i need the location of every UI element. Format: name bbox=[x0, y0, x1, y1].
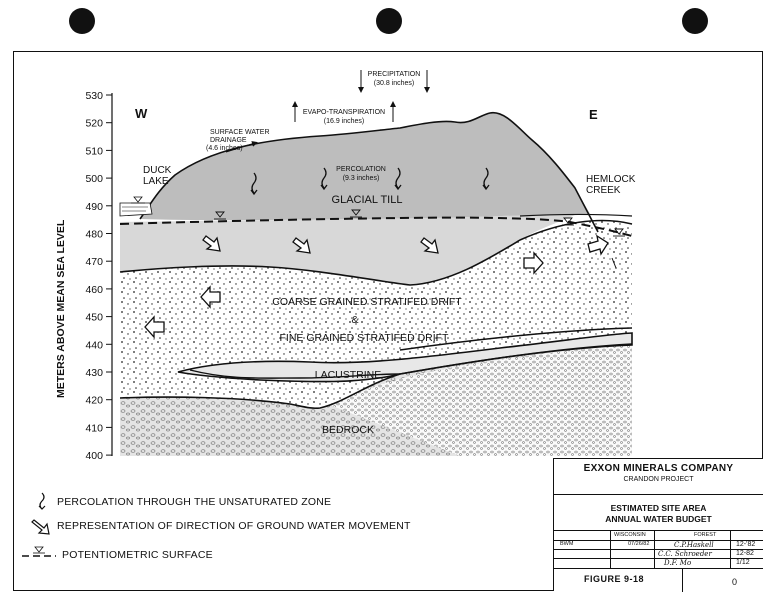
y-tick-label: 400 bbox=[85, 450, 103, 463]
percolation-label: PERCOLATION bbox=[336, 166, 386, 173]
signature-3: D.F. Mo bbox=[664, 559, 692, 567]
company-name: EXXON MINERALS COMPANY bbox=[583, 463, 734, 474]
west-label: W bbox=[135, 106, 148, 121]
y-tick-label: 500 bbox=[85, 173, 103, 186]
percolation-value: (9.3 inches) bbox=[342, 175, 380, 182]
legend-groundwater: REPRESENTATION OF DIRECTION OF GROUND WATER MOVEMENT bbox=[57, 520, 411, 532]
revision-number: 0 bbox=[732, 577, 738, 587]
bedrock-label: BEDROCK bbox=[322, 424, 374, 436]
hemlock-creek-label: HEMLOCK bbox=[586, 174, 636, 185]
duck-lake-label-2: LAKE bbox=[143, 176, 169, 187]
title-block bbox=[553, 458, 763, 591]
y-tick-label: 450 bbox=[85, 311, 103, 324]
figure-number: FIGURE 9-18 bbox=[584, 574, 645, 584]
evapo-value: (16.9 inches) bbox=[323, 118, 365, 125]
precipitation-value: (30.8 inches) bbox=[373, 80, 415, 87]
surface-drainage-label: SURFACE WATER bbox=[210, 129, 270, 136]
y-tick-label: 430 bbox=[85, 367, 103, 379]
y-tick-label: 490 bbox=[85, 200, 103, 213]
legend-potentiometric: POTENTIOMETRIC SURFACE bbox=[62, 549, 213, 561]
coarse-drift-label: COARSE GRAINED STRATIFED DRIFT bbox=[272, 296, 462, 308]
evapo-label: EVAPO-TRANSPIRATION bbox=[302, 109, 386, 116]
y-tick-label: 460 bbox=[85, 283, 103, 296]
y-tick-label: 480 bbox=[85, 228, 103, 241]
date-1: 12-'82 bbox=[736, 541, 756, 548]
state-value: WISCONSIN bbox=[614, 532, 646, 538]
signature-2: C.C. Schroeder bbox=[658, 550, 712, 558]
axis-label: METERS ABOVE MEAN SEA LEVEL bbox=[55, 219, 67, 398]
county-value: FOREST bbox=[694, 532, 717, 538]
y-tick-label: 530 bbox=[85, 90, 103, 102]
drawing-title: ESTIMATED SITE AREA bbox=[610, 503, 707, 513]
hemlock-creek-label-2: CREEK bbox=[586, 185, 621, 196]
y-tick-label: 440 bbox=[85, 339, 103, 352]
ampersand-label: & bbox=[351, 314, 359, 326]
y-tick-label: 510 bbox=[85, 145, 103, 158]
drawn-by: BWM bbox=[560, 541, 574, 547]
y-tick-label: 470 bbox=[85, 256, 103, 269]
fine-drift-label: FINE GRAINED STRATIFED DRIFT bbox=[279, 332, 449, 344]
signature-1: C.P.Haskell bbox=[674, 541, 714, 549]
y-tick-label: 520 bbox=[85, 117, 103, 130]
precipitation-label: PRECIPITATION bbox=[367, 71, 421, 78]
glacial-till-label: GLACIAL TILL bbox=[331, 194, 403, 206]
title-block-grid bbox=[554, 531, 763, 568]
duck-lake-label: DUCK bbox=[143, 165, 172, 176]
project-name: CRANDON PROJECT bbox=[623, 476, 694, 483]
y-tick-label: 420 bbox=[85, 394, 103, 407]
surface-drainage-label-2: DRAINAGE bbox=[210, 137, 247, 144]
y-tick-label: 410 bbox=[85, 422, 103, 435]
east-label: E bbox=[589, 107, 598, 122]
surface-drainage-value: (4.6 inches) bbox=[206, 145, 243, 152]
drawn-date: 07/26/82 bbox=[628, 541, 650, 547]
date-3: 1/12 bbox=[736, 559, 750, 566]
legend-percolation: PERCOLATION THROUGH THE UNSATURATED ZONE bbox=[57, 496, 332, 508]
date-2: 12-82 bbox=[736, 550, 754, 557]
lacustrine-label: LACUSTRINE bbox=[314, 369, 382, 381]
drawing-title-2: ANNUAL WATER BUDGET bbox=[605, 514, 712, 524]
